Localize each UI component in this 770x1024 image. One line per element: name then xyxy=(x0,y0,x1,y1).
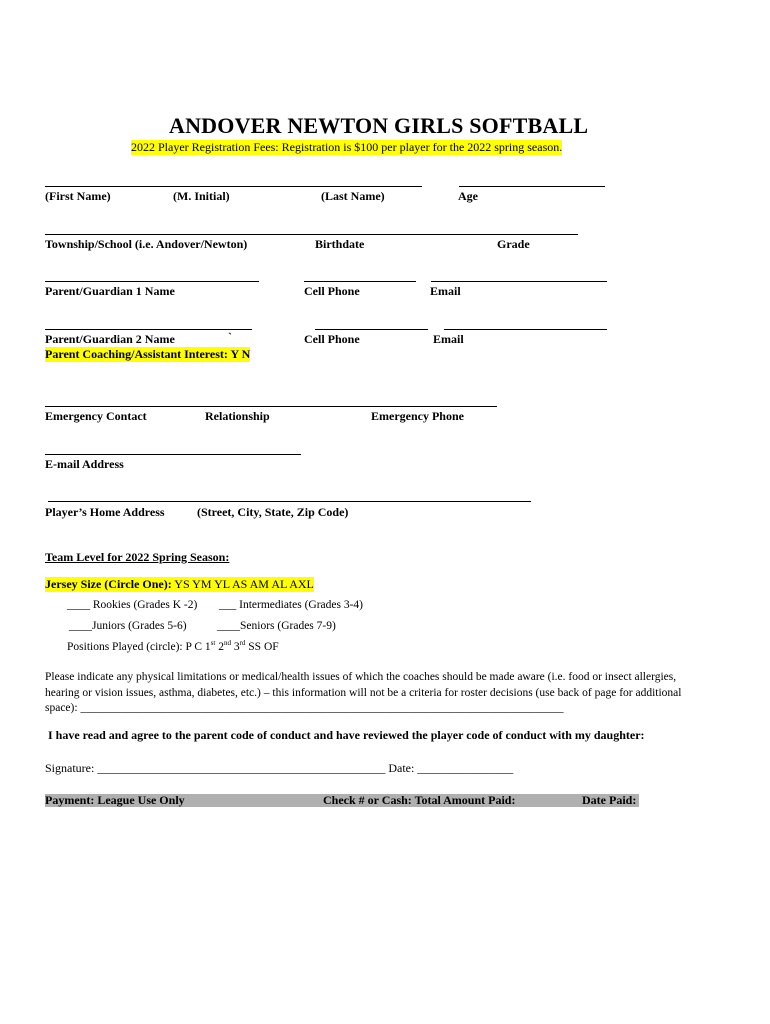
parent2-name-line[interactable] xyxy=(45,329,252,330)
amount-paid-label: Check # or Cash: Total Amount Paid: xyxy=(323,793,516,807)
last-name-label: (Last Name) xyxy=(321,189,385,203)
jersey-size-label: Jersey Size (Circle One): xyxy=(45,577,172,591)
positions-played[interactable] xyxy=(67,641,279,653)
jersey-size-options[interactable]: YS YM YL AS AM AL AXL xyxy=(171,577,314,591)
parent1-email-label: Email xyxy=(430,284,461,298)
middle-initial-label: (M. Initial) xyxy=(173,189,230,203)
jersey-size[interactable] xyxy=(45,577,314,592)
email-address-label: E-mail Address xyxy=(45,457,124,471)
parent1-label: Parent/Guardian 1 Name xyxy=(45,284,175,298)
positions-three: 3 xyxy=(230,641,240,653)
name-line[interactable] xyxy=(45,186,422,187)
health-note: Please indicate any physical limitations or medical/health issues of which the coaches should be made aware (i.e. food or insect allergies, hearing or vision issues, asthma, diabetes, etc.) – this information will not be a criteria for roster decisions (use back of page for additional space): ____________________________________________________________________________________ xyxy=(45,671,682,714)
emergency-contact-label: Emergency Contact xyxy=(45,409,147,423)
positions-two: 2 xyxy=(215,641,224,653)
form-title: ANDOVER NEWTON GIRLS SOFTBALL xyxy=(169,113,589,138)
parent1-cell-line[interactable] xyxy=(304,281,416,282)
address-line[interactable] xyxy=(48,501,531,502)
team-level-heading: Team Level for 2022 Spring Season: xyxy=(45,550,230,564)
parent2-cell-line[interactable] xyxy=(315,329,428,330)
address-hint: (Street, City, State, Zip Code) xyxy=(197,505,349,519)
intermediates-option[interactable]: ___ Intermediates (Grades 3-4) xyxy=(219,599,364,611)
township-label: Township/School (i.e. Andover/Newton) xyxy=(45,237,248,251)
juniors-option[interactable]: ____Juniors (Grades 5-6) xyxy=(69,620,187,632)
fee-notice: 2022 Player Registration Fees: Registration is $100 per player for the 2022 spring season. xyxy=(131,140,563,154)
birthdate-label: Birthdate xyxy=(315,237,365,251)
township-line[interactable] xyxy=(45,234,578,235)
relationship-label: Relationship xyxy=(205,409,270,423)
coaching-interest[interactable]: Parent Coaching/Assistant Interest: Y N xyxy=(45,347,251,361)
agreement-statement: I have read and agree to the parent code of conduct and have reviewed the player code of conduct with my daughter: xyxy=(48,728,645,742)
parent2-label: Parent/Guardian 2 Name xyxy=(45,332,175,346)
rookies-option[interactable]: ____ Rookies (Grades K -2) xyxy=(67,599,198,611)
second-sup: nd xyxy=(223,639,231,648)
payment-label: Payment: League Use Only xyxy=(45,793,185,807)
seniors-option[interactable]: ____Seniors (Grades 7-9) xyxy=(217,620,336,632)
parent2-email-line[interactable] xyxy=(444,329,607,330)
emergency-line[interactable] xyxy=(45,406,497,407)
grade-label: Grade xyxy=(497,237,530,251)
positions-prefix: Positions Played (circle): P C 1 xyxy=(67,641,211,653)
stray-mark: ` xyxy=(228,330,232,344)
third-sup: rd xyxy=(239,639,246,648)
age-label: Age xyxy=(458,189,478,203)
parent1-name-line[interactable] xyxy=(45,281,259,282)
age-line[interactable] xyxy=(459,186,605,187)
positions-suffix: SS OF xyxy=(245,641,279,653)
first-name-label: (First Name) xyxy=(45,189,111,203)
email-line[interactable] xyxy=(45,454,301,455)
parent1-cell-label: Cell Phone xyxy=(304,284,360,298)
date-paid-label: Date Paid: xyxy=(582,793,637,807)
first-sup: st xyxy=(210,639,216,648)
parent1-email-line[interactable] xyxy=(431,281,607,282)
emergency-phone-label: Emergency Phone xyxy=(371,409,464,423)
home-address-label: Player’s Home Address xyxy=(45,505,165,519)
signature-date-line[interactable]: Signature: ________________________________________________ Date: ________________ xyxy=(45,761,514,775)
parent2-email-label: Email xyxy=(433,332,464,346)
parent2-cell-label: Cell Phone xyxy=(304,332,360,346)
